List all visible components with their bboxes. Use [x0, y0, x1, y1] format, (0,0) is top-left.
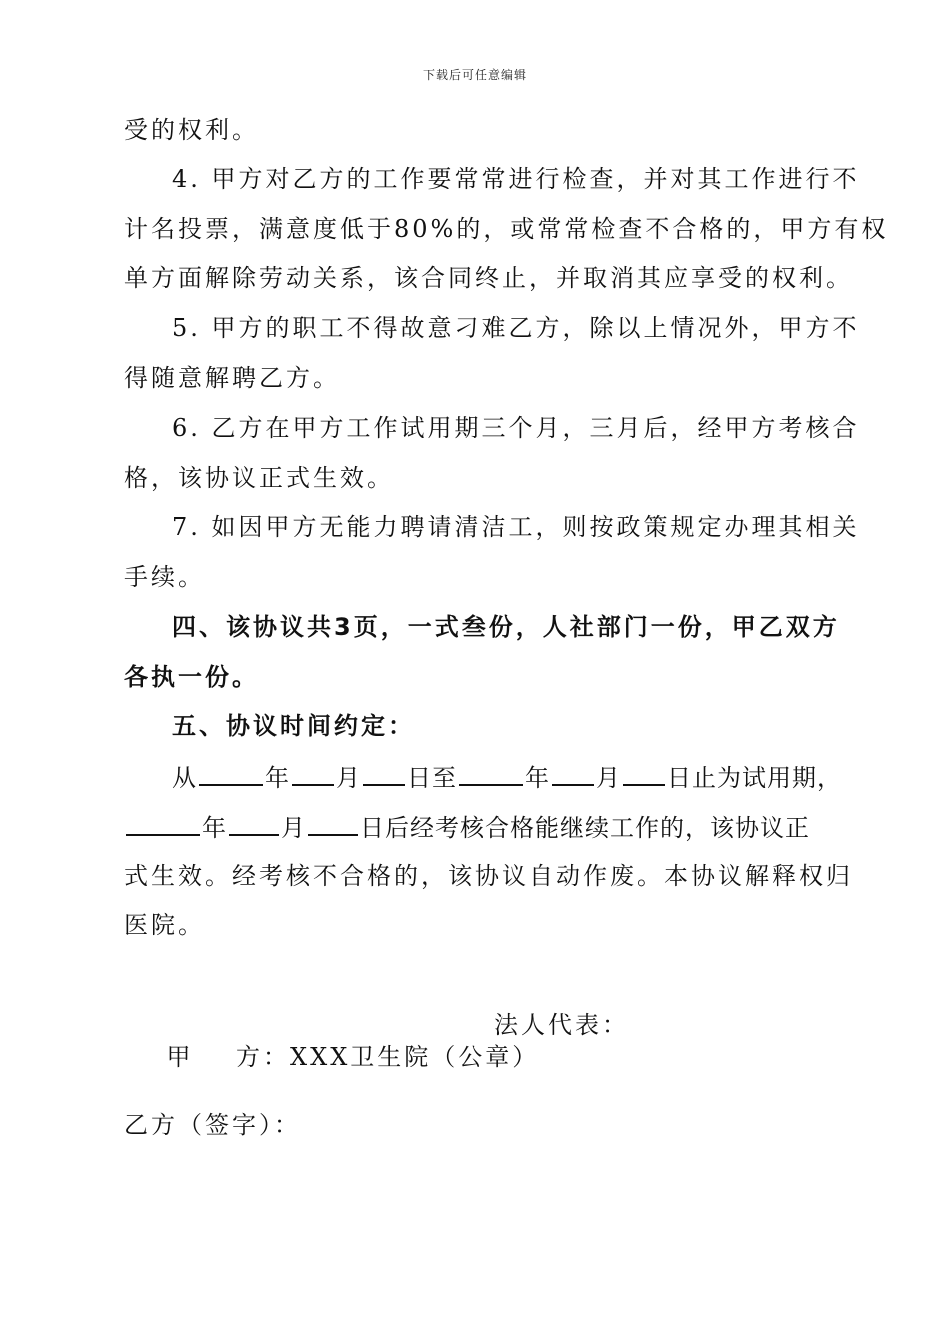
text-line: 单方面解除劳动关系，该合同终止，并取消其应享受的权利。: [124, 264, 853, 292]
text-line: 计名投票，满意度低于80%的，或常常检查不合格的，甲方有权: [124, 215, 889, 243]
year-blank[interactable]: [459, 760, 523, 786]
legal-rep-label: 法人代表：: [494, 1011, 629, 1039]
day-blank[interactable]: [623, 760, 665, 786]
section-4-heading: 四、该协议共3页，一式叁份，人社部门一份，甲乙双方: [172, 613, 840, 641]
year-blank[interactable]: [126, 810, 200, 836]
month-blank[interactable]: [292, 760, 334, 786]
text-line: 格，该协议正式生效。: [124, 464, 394, 492]
section-5-heading: 五、协议时间约定：: [172, 712, 415, 740]
year-label: 年: [265, 764, 290, 792]
party-a-label: 甲 方：: [166, 1043, 291, 1071]
party-a-name: XXX卫生院（公章）: [290, 1043, 540, 1071]
clause-6: 6. 乙方在甲方工作试用期三个月，三月后，经甲方考核合: [172, 414, 860, 442]
day-end-label: 日止为试用期，: [667, 764, 842, 792]
clause-5: 5. 甲方的职工不得故意刁难乙方，除以上情况外，甲方不: [172, 314, 860, 342]
year-blank[interactable]: [199, 760, 263, 786]
year-label: 年: [525, 764, 550, 792]
text-line: 受的权利。: [124, 116, 259, 144]
period-line-2: [124, 810, 810, 844]
month-label: 月: [336, 764, 361, 792]
text-line: 各执一份。: [124, 663, 259, 691]
text-line: 手续。: [124, 563, 205, 591]
text-line: 式生效。经考核不合格的，该协议自动作废。本协议解释权归: [124, 862, 853, 890]
party-a-line: [124, 1009, 539, 1105]
text-line: 医院。: [124, 911, 205, 939]
day-blank[interactable]: [363, 760, 405, 786]
clause-4: 4. 甲方对乙方的工作要常常进行检查，并对其工作进行不: [172, 165, 860, 193]
clause-7: 7. 如因甲方无能力聘请清洁工，则按政策规定办理其相关: [172, 513, 860, 541]
day-blank[interactable]: [308, 810, 358, 836]
page-header: 下载后可任意编辑: [422, 68, 527, 82]
year-label: 年: [202, 814, 227, 842]
text-line: 得随意解聘乙方。: [124, 364, 340, 392]
month-blank[interactable]: [229, 810, 279, 836]
day-to-label: 日至: [407, 764, 457, 792]
month-blank[interactable]: [552, 760, 594, 786]
party-b-signature: 乙方（签字）：: [124, 1111, 301, 1139]
month-label: 月: [281, 814, 306, 842]
after-text: 日后经考核合格能继续工作的，该协议正: [360, 814, 810, 842]
month-label: 月: [596, 764, 621, 792]
from-label: 从: [172, 764, 197, 792]
period-line-1: [172, 760, 842, 794]
